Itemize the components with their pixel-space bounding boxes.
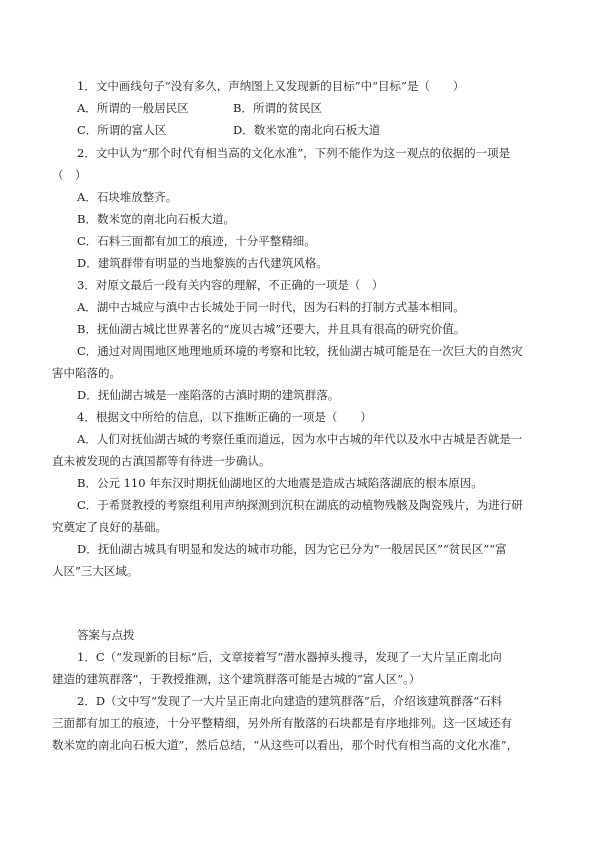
q3-option-a: A．湖中古城应与滇中古长城处于同一时代，因为石料的打制方式基本相同。 [77,300,465,314]
q2-option-d: D．建筑群带有明显的当地黎族的古代建筑风格。 [77,256,328,270]
q4-option-c-line1: C．于希贤教授的考察组利用声纳探测到沉积在湖底的动植物残骸及陶瓷残片，为进行研 [77,498,523,512]
q1-option-d: D．数米宽的南北向石板大道 [233,123,381,137]
q3-option-d: D．抚仙湖古城是一座陷落的古滇时期的建筑群落。 [77,388,340,402]
answer-1-line2: 建造的建筑群落”，于教授推测，这个建筑群落可能是古城的“富人区”。） [52,672,421,686]
q2-stem-line1: 2．文中认为“那个时代有相当高的文化水准”，下列不能作为这一观点的依据的一项是 [77,146,511,160]
answers-heading: 答案与点拨 [77,628,135,642]
q4-option-a-line1: A．人们对抚仙湖古城的考察任重而道远，因为水中古城的年代以及水中古城是否就是一 [77,432,523,446]
q1-stem: 1．文中画线句子“没有多久，声纳图上又发现新的目标”中“目标”是（ ） [77,79,465,93]
q3-option-c-line2: 害中陷落的。 [52,366,121,380]
q3-stem: 3．对原文最后一段有关内容的理解，不正确的一项是（ ） [77,278,384,292]
q4-stem: 4．根据文中所给的信息，以下推断正确的一项是（ ） [77,410,372,424]
q1-option-c: C．所谓的富人区 [77,123,167,137]
q4-option-b: B．公元 110 年东汉时期抚仙湖地区的大地震是造成古城陷落湖底的根本原因。 [77,476,483,490]
q2-stem-line2: （ ） [52,168,87,182]
q1-option-a: A．所谓的一般居民区 [77,101,189,115]
answer-1-line1: 1．C（“发现新的目标”后，文章接着写“潜水器掉头搜寻，发现了一大片呈正南北向 [77,650,502,664]
q4-option-d-line1: D．抚仙湖古城具有明显和发达的城市功能，因为它已分为“一般居民区”“贫民区”“富 [77,542,507,556]
answer-2-line1: 2．D（文中写“发现了一大片呈正南北向建造的建筑群落”后，介绍该建筑群落“石料 [77,694,503,708]
q3-option-c-line1: C．通过对周围地区地理地质环境的考察和比较，抚仙湖古城可能是在一次巨大的自然灾 [77,344,523,358]
answer-2-line3: 数米宽的南北向石板大道”，然后总结，“从这些可以看出，那个时代有相当高的文化水准”， [52,738,519,752]
answer-2-line2: 三面都有加工的痕迹，十分平整精细，另外所有散落的石块都是有序地排列。这一区域还有 [52,716,512,730]
q1-option-b: B．所谓的贫民区 [233,101,322,115]
q2-option-c: C．石料三面都有加工的痕迹，十分平整精细。 [77,234,316,248]
q2-option-b: B．数米宽的南北向石板大道。 [77,212,235,226]
q3-option-b: B．抚仙湖古城比世界著名的“庞贝古城”还要大，并且具有很高的研究价值。 [77,322,466,336]
q4-option-d-line2: 人区”三大区域。 [52,564,139,578]
q4-option-c-line2: 究奠定了良好的基础。 [52,520,167,534]
q2-option-a: A．石块堆放整齐。 [77,190,178,204]
q4-option-a-line2: 直未被发现的古滇国都等有待进一步确认。 [52,454,271,468]
